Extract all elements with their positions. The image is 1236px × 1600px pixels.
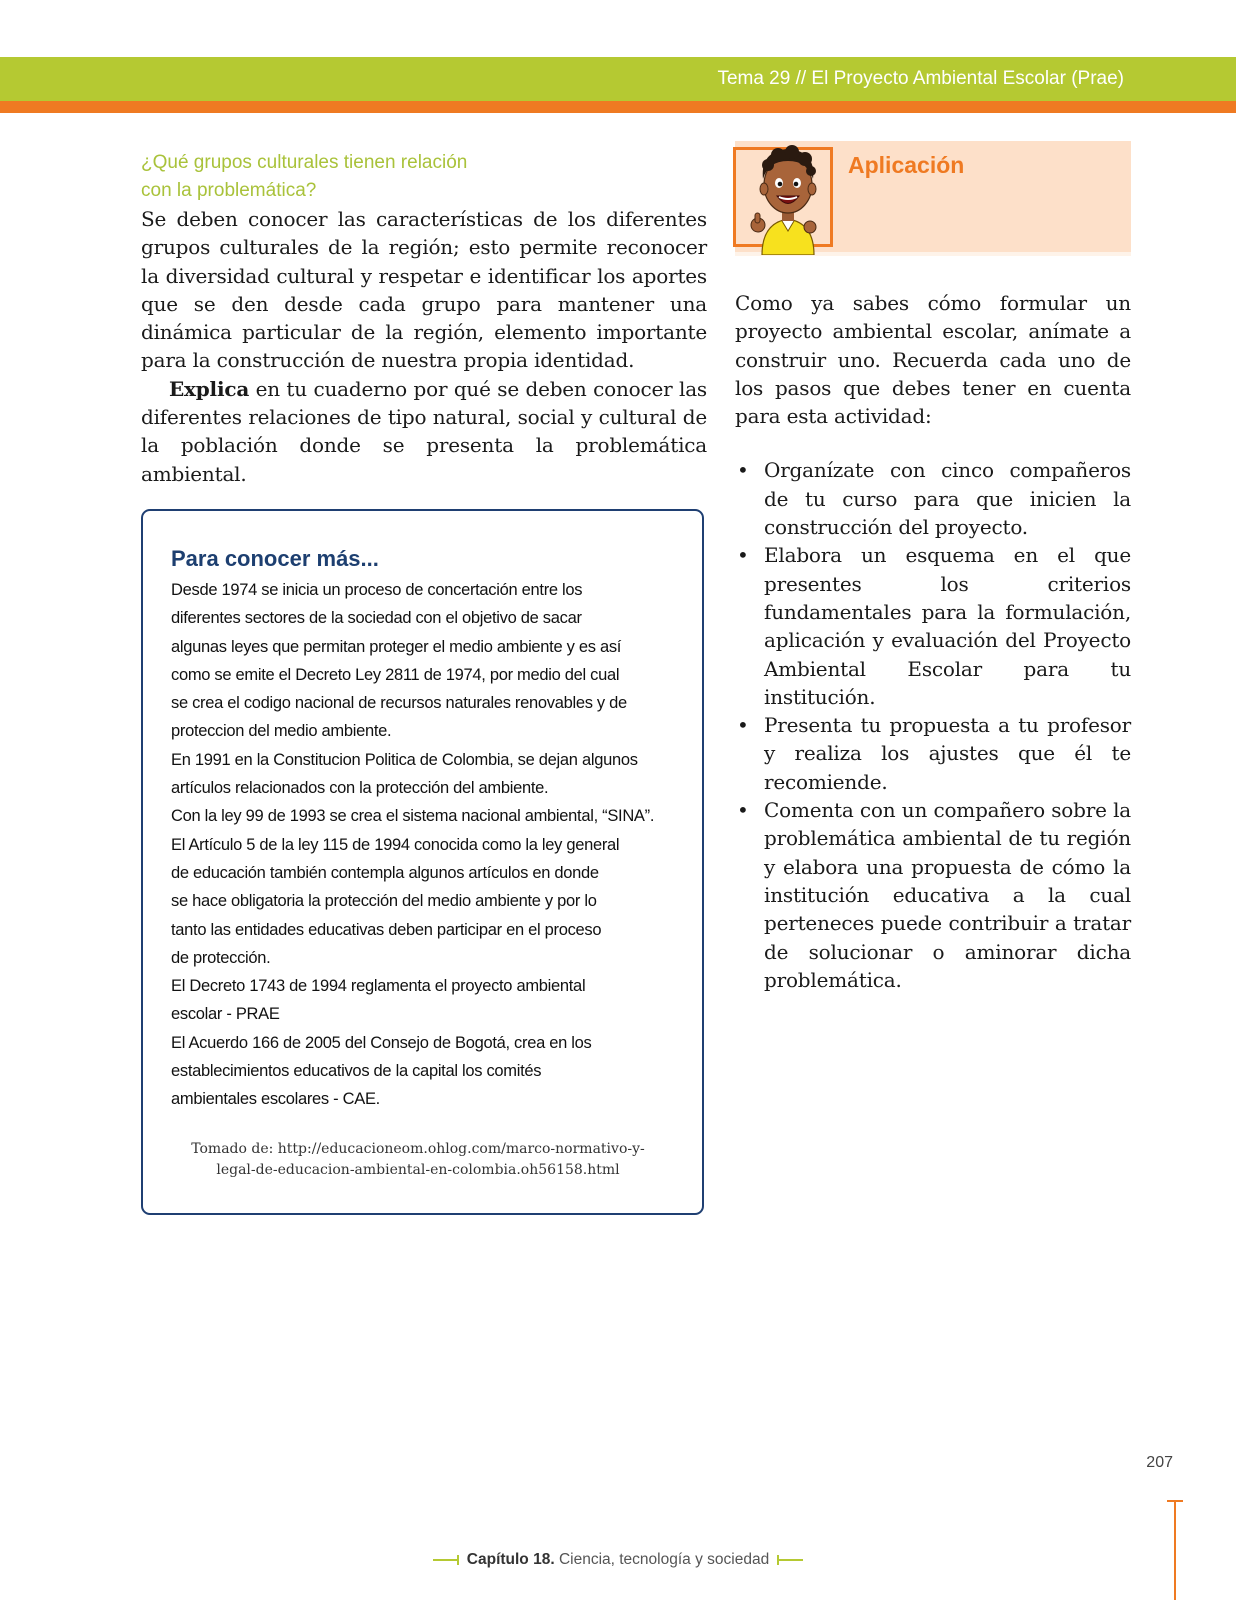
header-title: Tema 29 // El Proyecto Ambiental Escolar (Prae) [717,68,1124,89]
box-line: de protección. [171,948,271,967]
source-line-2: legal-de-educacion-ambiental-en-colombia.oh56158.html [216,1162,620,1178]
paragraph-cultural-groups: Se deben conocer las características de los diferentes grupos culturales de la región; esto permite reconocer la diversidad cultural y respetar e identificar los aportes que se den desde cada grupo para mantener una dinámica particular de la región, elemento importante para la construcción de nuestra propia identidad. [141,207,707,373]
right-column [735,289,1131,994]
box-line: En 1991 en la Constitucion Politica de Colombia, se dejan algunos [171,750,638,769]
bullet-dot: • [737,458,749,483]
side-rule [1174,1500,1176,1600]
bullet-text: Comenta con un compañero sobre la problemática ambiental de tu región y elabora una propuesta de cómo la institución educativa a la cual perteneces puede contribuir a tratar de solucionar o aminorar dicha problemática. [764,798,1131,992]
box-line: El Artículo 5 de la ley 115 de 1994 conocida como la ley general [171,835,620,854]
box-line: diferentes sectores de la sociedad con el objetivo de sacar [171,609,582,628]
list-item [735,456,1131,541]
bullet-dot: • [737,798,749,823]
box-line: establecimientos educativos de la capital los comités [171,1062,542,1081]
question-line-2: con la problemática? [141,180,317,201]
aplicacion-intro: Como ya sabes cómo formular un proyecto ambiental escolar, anímate a construir uno. Recuerda cada uno de los pasos que debes tener en cuenta para esta actividad: [735,291,1131,429]
question-line-1: ¿Qué grupos culturales tienen relación [141,152,468,173]
box-line: artículos relacionados con la protección del ambiente. [171,779,549,798]
bullet-text: Organízate con cinco compañeros de tu curso para que inicien la construcción del proyecto. [764,458,1131,540]
question-heading [141,149,707,205]
source-citation [183,1139,653,1181]
list-item [735,796,1131,994]
box-line: como se emite el Decreto Ley 2811 de 1974, por medio del cual [171,665,620,684]
box-line: escolar - PRAE [171,1005,280,1024]
box-line: Con la ley 99 de 1993 se crea el sistema nacional ambiental, “SINA”. [171,807,655,826]
page-number: 207 [1146,1454,1173,1471]
source-line-1: Tomado de: http://educacioneom.ohlog.com/marco-normativo-y- [191,1141,645,1157]
list-item [735,541,1131,711]
bullet-dot: • [737,543,749,568]
box-line: proteccion del medio ambiente. [171,722,392,741]
box-line: de educación también contempla algunos artículos en donde [171,863,599,882]
box-line: tanto las entidades educativas deben participar en el proceso [171,920,602,939]
footer-chapter [0,1551,1236,1569]
box-line: Desde 1974 se inicia un proceso de concertación entre los [171,581,583,599]
box-line: El Decreto 1743 de 1994 reglamenta el proyecto ambiental [171,977,586,996]
aplicacion-title: Aplicación [848,152,965,178]
footer-chapter-rest: Ciencia, tecnología y sociedad [554,1551,770,1568]
box-title: Para conocer más... [171,546,379,571]
header-orange-band [0,101,1236,113]
bullet-text: Elabora un esquema en el que presentes los criterios fundamentales para la formulación, aplicación y evaluación del Proyecto Ambiental Escolar para tu institución. [764,543,1131,709]
footer-chapter-bold: Capítulo 18. [466,1551,555,1568]
box-line: El Acuerdo 166 de 2005 del Consejo de Bogotá, crea en los [171,1033,592,1052]
explica-rest: en tu cuaderno por qué se deben conocer las diferentes relaciones de tipo natural, social y cultural de la población donde se presenta la problemática ambiental. [141,376,707,486]
bullet-text: Presenta tu propuesta a tu profesor y realiza los ajustes que él te recomiende. [764,713,1131,794]
paragraph-explica [141,375,707,488]
aplicacion-bullets [735,456,1131,994]
bullet-dot: • [737,713,749,738]
footer-line-left [433,1559,459,1561]
explica-bold: Explica [169,376,250,401]
box-text [171,576,691,1114]
footer-line-right [777,1559,803,1561]
para-conocer-mas-box [141,509,704,1215]
box-line: se crea el codigo nacional de recursos naturales renovables y de [171,694,627,713]
list-item [735,711,1131,796]
box-line: ambientales escolares - CAE. [171,1090,380,1109]
box-line: algunas leyes que permitan proteger el medio ambiente y es así [171,637,622,656]
left-column [141,149,707,488]
thumbs-up-child-icon [748,139,828,255]
box-line: se hace obligatoria la protección del medio ambiente y por lo [171,892,597,911]
